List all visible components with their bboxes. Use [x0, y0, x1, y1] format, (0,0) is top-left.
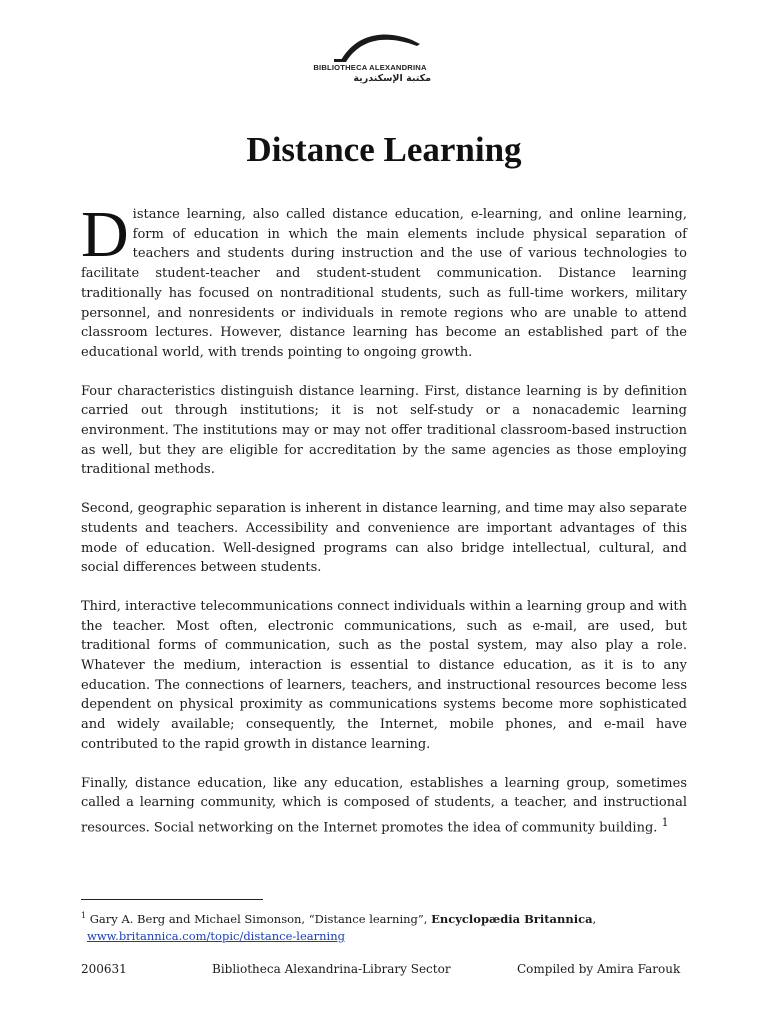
paragraph-5: [81, 774, 687, 838]
footnote-line: [81, 907, 701, 928]
paragraph-1: [81, 198, 687, 363]
drop-cap: D: [81, 198, 129, 271]
logo: [300, 22, 440, 94]
footnote-divider: [81, 899, 263, 900]
footer-author: Compiled by Amira Farouk: [517, 962, 681, 976]
footnote-marker[interactable]: 1: [661, 815, 669, 829]
paragraph-4: Third, interactive telecommunications connect individuals within a learning group and with the teacher. Most often, electronic communications, such as e-mail, are used, but traditional forms of communication, such as the postal system, may also play a role. Whatever the medium, interaction is essential to distance education, as it is to any education. The connections of learners, teachers, and instructional resources become less dependent on physical proximity as communications systems become more sophisticated and widely available; consequently, the Internet, mobile phones, and e-mail have contributed to the rapid growth in distance learning.: [81, 598, 687, 752]
paragraph-1-text: istance learning, also called distance education, e-learning, and online learning, form of education in which the main elements include physical separation of teachers and students during instruction and the use of various technologies to facilitate student-teacher and student-student communication. Distance learning traditionally has focused on nontraditional students, such as full-time workers, military personnel, and nonresidents or individuals in remote regions who are unable to attend classroom lectures. However, distance learning has become an established part of the educational world, with trends pointing to ongoing growth.: [81, 207, 687, 360]
arch-logo-icon: [300, 22, 440, 64]
footnote-number: 1: [81, 911, 87, 920]
logo-name-ar: مكتبة الإسكندرية: [353, 73, 431, 84]
footer-institution: Bibliotheca Alexandrina-Library Sector: [212, 962, 451, 976]
footnote-link-line: [81, 928, 701, 945]
footnote-text: Gary A. Berg and Michael Simonson, “Distance learning”,: [89, 911, 428, 926]
logo-name-en: BIBLIOTHECA ALEXANDRINA: [313, 63, 427, 72]
page-title: Distance Learning: [246, 130, 522, 169]
footnote-source: Encyclopædia Britannica: [431, 911, 593, 926]
document-body: [81, 198, 687, 857]
paragraph-5-text: Finally, distance education, like any education, establishes a learning group, sometimes called a learning community, which is composed of students, a teacher, and instructional resources. Social networking on the Internet promotes the idea of community building.: [81, 775, 687, 836]
footnote-trailing: ,: [592, 911, 597, 926]
footer-id: 200631: [81, 962, 127, 976]
paragraph-2: Four characteristics distinguish distance learning. First, distance learning is by definition carried out through institutions; it is not self-study or a nonacademic learning environment. The institutions may or may not offer traditional classroom-based instruction as well, but they are eligible for accreditation by the same agencies as those employing traditional methods.: [81, 383, 687, 478]
footnote-link[interactable]: www.britannica.com/topic/distance-learning: [87, 928, 345, 943]
paragraph-3: Second, geographic separation is inherent in distance learning, and time may also separate students and teachers. Accessibility and convenience are important advantages of this mode of education. Well-designed programs can also bridge intellectual, cultural, and social differences between students.: [81, 501, 687, 576]
footnote: [81, 907, 701, 945]
